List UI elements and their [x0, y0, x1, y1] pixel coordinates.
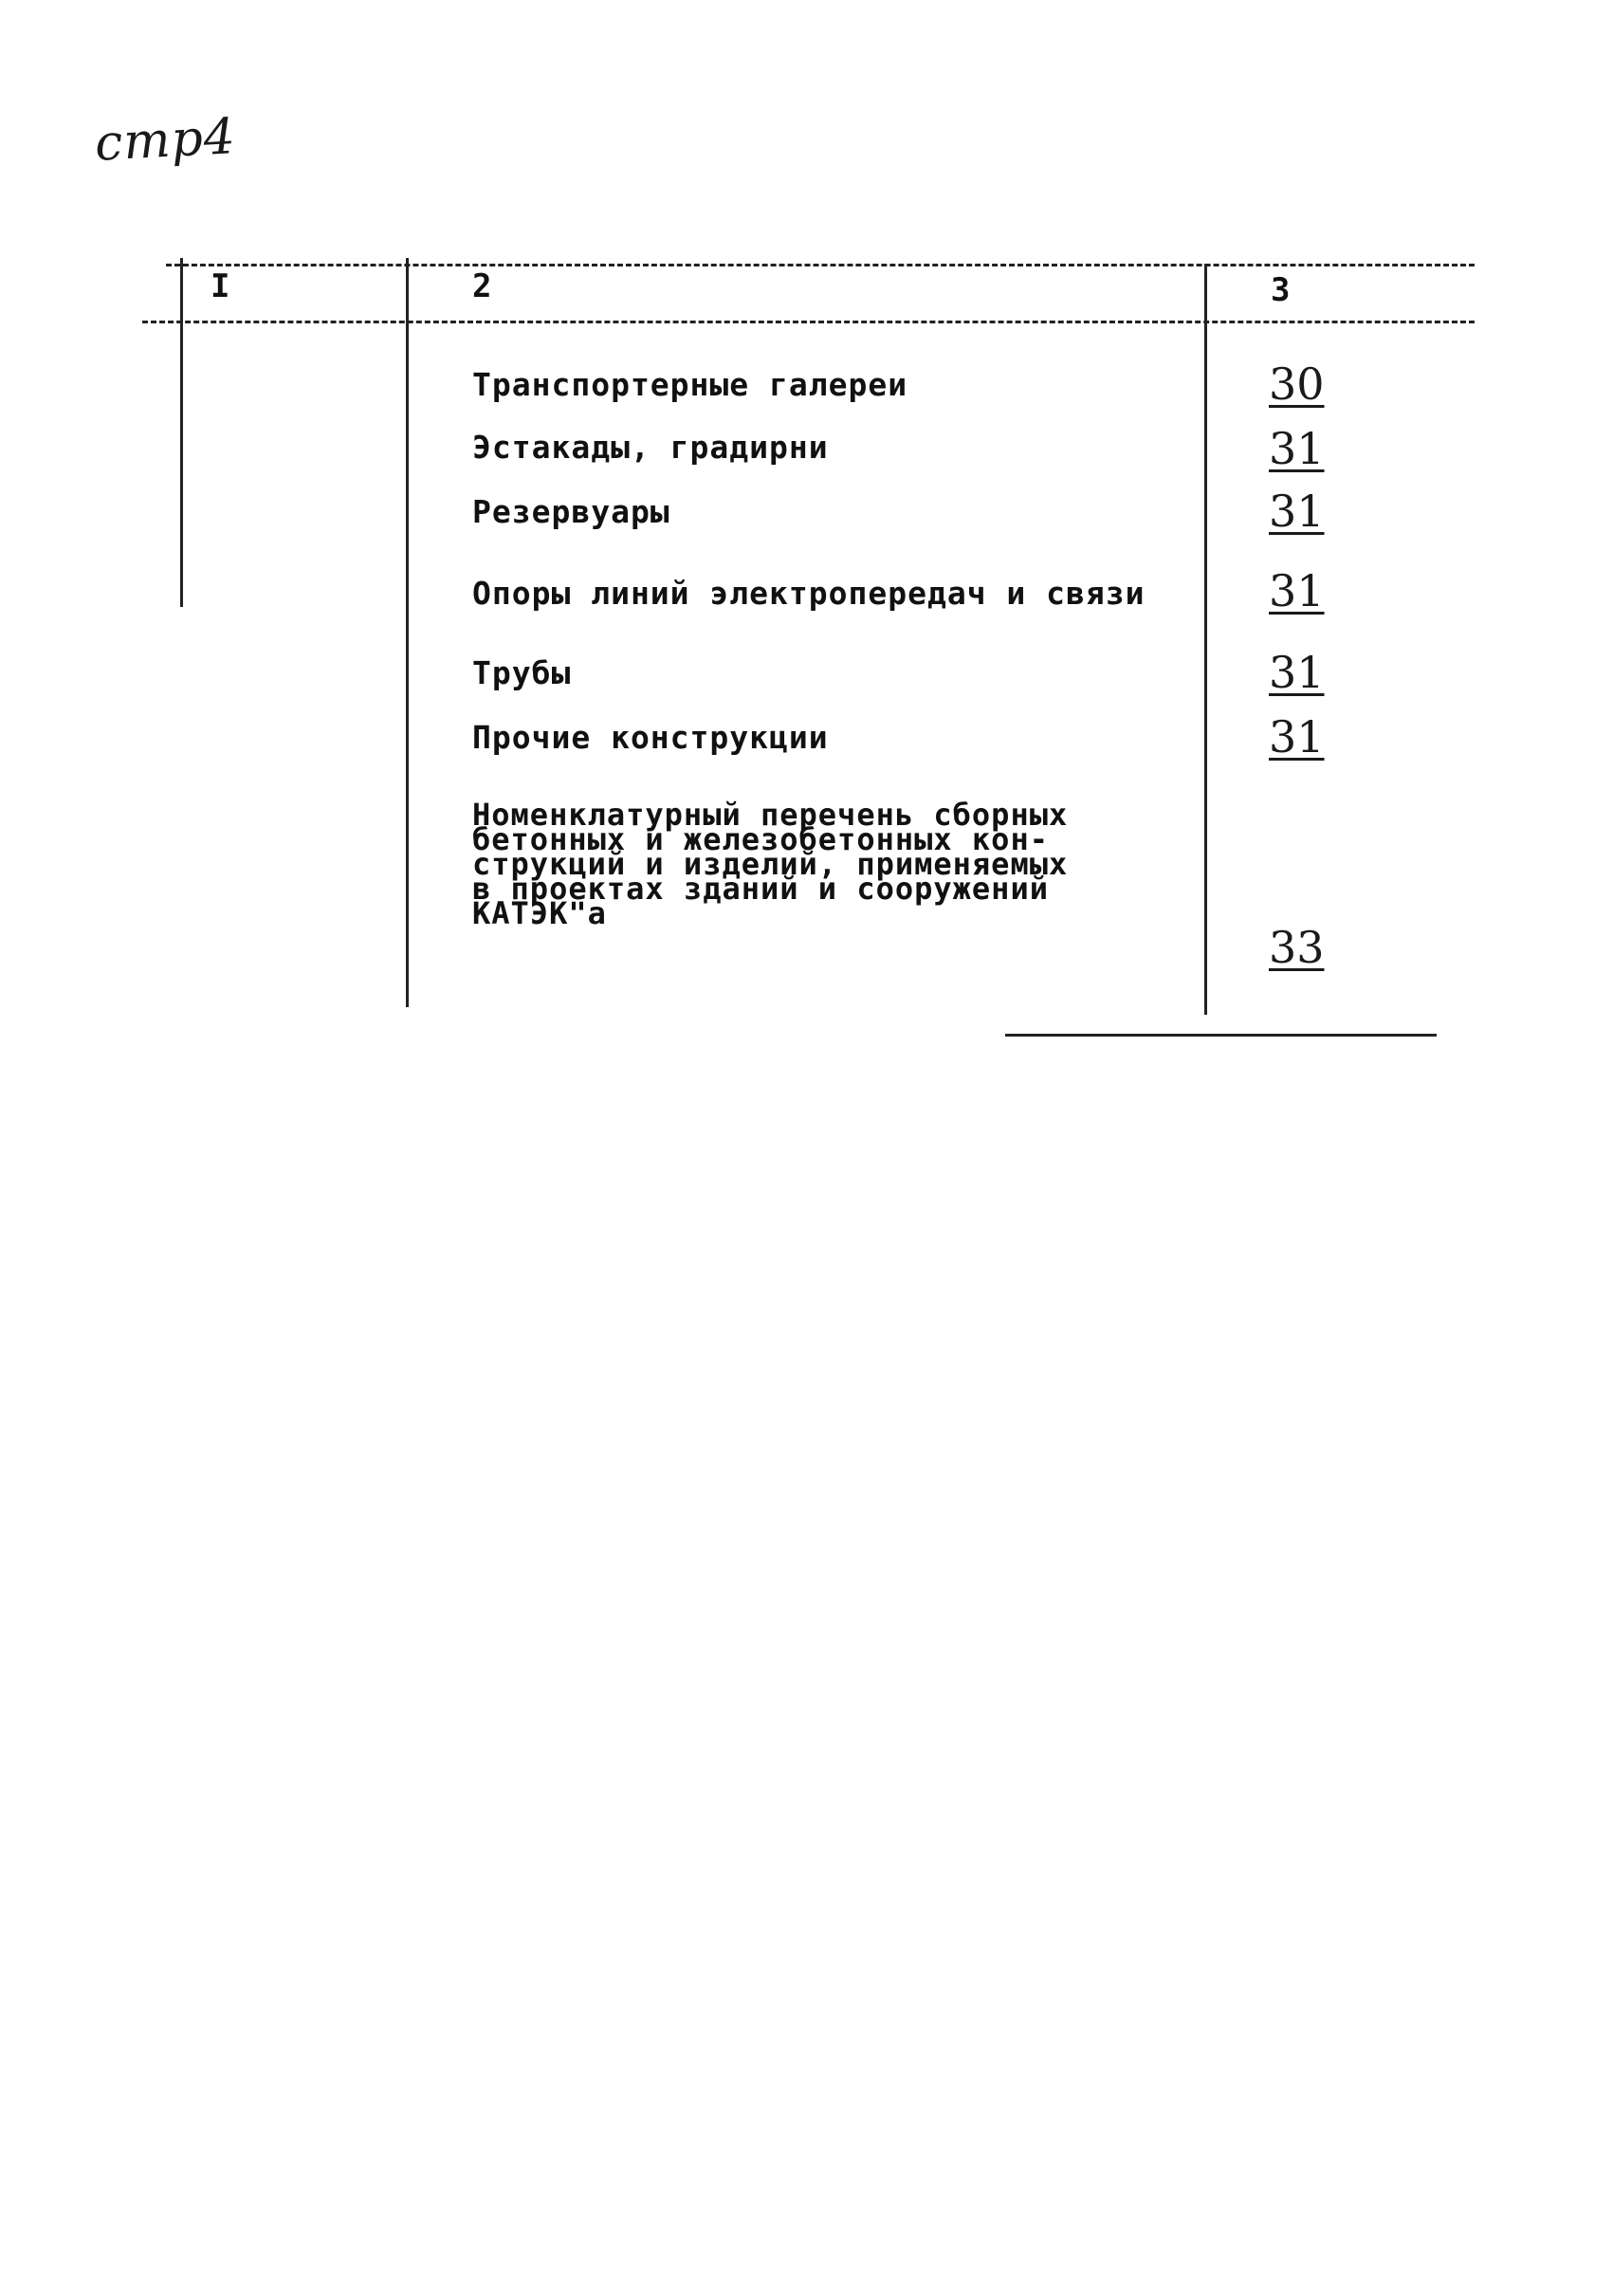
column-header-3: 3 [1271, 271, 1291, 309]
table-row-title: Резервуары [472, 493, 670, 530]
page-label: стр4 [93, 108, 238, 173]
column-header-2: 2 [472, 267, 492, 305]
table-row-page: 30 [1269, 358, 1325, 410]
table-row-title: Опоры линий электропередач и связи [472, 575, 1146, 612]
table-header-rule [142, 321, 1475, 323]
table-row-page: 33 [1269, 922, 1325, 973]
column-header-1: I [211, 267, 230, 305]
table-row-page: 31 [1269, 486, 1325, 537]
table-row-page: 31 [1269, 711, 1325, 762]
column-2-left-rule [406, 258, 409, 1007]
column-1-left-rule [180, 258, 183, 607]
table-row-title: Эстакады, градирни [472, 429, 829, 466]
table-row-title: Транспортерные галереи [472, 366, 908, 403]
table-row-title: Трубы [472, 654, 572, 691]
table-row-title: Номенклатурный перечень сборных бетонных и железобетонных кон- струкций и изделий, применяемых в проектах зданий и сооружений КАТЭК"а [472, 797, 1069, 931]
table-bottom-rule [1005, 1034, 1437, 1037]
table-row-title: Прочие конструкции [472, 719, 829, 756]
table-row-page: 31 [1269, 647, 1325, 698]
table-top-rule [166, 264, 1475, 266]
table-row-page: 31 [1269, 423, 1325, 474]
column-3-left-rule [1204, 264, 1207, 1015]
table-row-page: 31 [1269, 565, 1325, 616]
